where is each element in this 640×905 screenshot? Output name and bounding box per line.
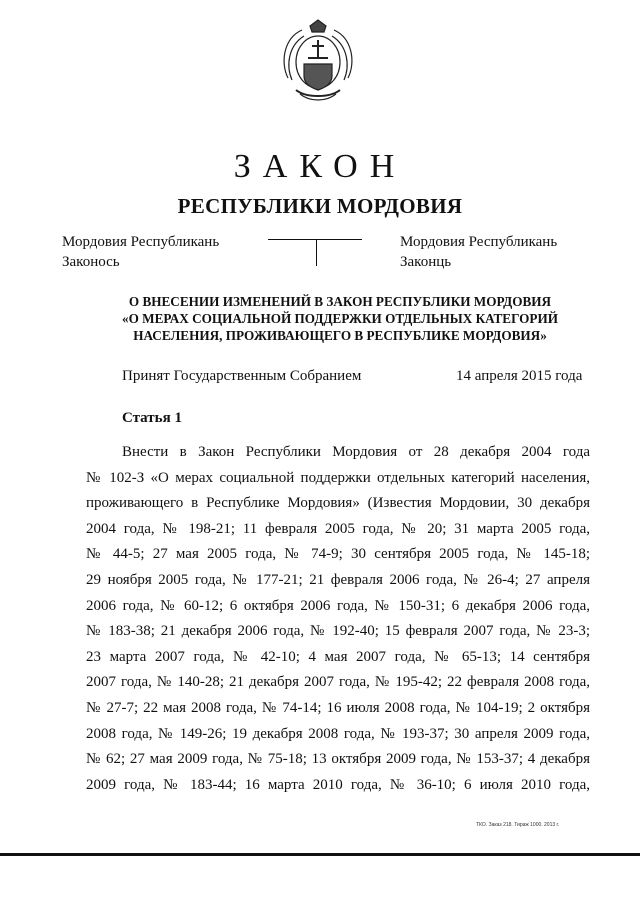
body-line: № 62; 27 мая 2009 года, № 75-18; 13 октября 2009 года, № 153-37; 4 декабря: [86, 751, 590, 768]
erzya-title-right-line-2: Законць: [400, 254, 452, 270]
header-separator-horizontal: [268, 239, 362, 240]
body-line: № 183-38; 21 декабря 2006 года, № 192-40; 15 февраля 2007 года, № 23-3;: [86, 623, 590, 640]
body-line: 2007 года, № 140-28; 21 декабря 2007 года, № 195-42; 22 февраля 2008 года,: [86, 674, 590, 691]
body-line: 2006 года, № 60-12; 6 октября 2006 года, № 150-31; 6 декабря 2006 года,: [86, 597, 590, 614]
body-line: 29 ноября 2005 года, № 177-21; 21 февраля 2006 года, № 26-4; 27 апреля: [86, 571, 590, 588]
law-heading-line: «О МЕРАХ СОЦИАЛЬНОЙ ПОДДЕРЖКИ ОТДЕЛЬНЫХ КАТЕГОРИЙ: [122, 311, 558, 326]
erzya-title-right: [400, 232, 557, 272]
body-line: 2008 года, № 149-26; 19 декабря 2008 года, № 193-37; 30 апреля 2009 года,: [86, 725, 590, 742]
body-line: № 27-7; 22 мая 2008 года, № 74-14; 16 июля 2008 года, № 104-19; 2 октября: [86, 699, 590, 716]
body-line: № 44-5; 27 мая 2005 года, № 74-9; 30 сентября 2005 года, № 145-18;: [86, 546, 590, 563]
article-heading: Статья 1: [122, 410, 182, 426]
adopted-by-text: Принят Государственным Собранием: [122, 368, 362, 384]
moksha-title-left: [62, 232, 219, 272]
body-line: № 102-З «О мерах социальной поддержки отдельных категорий населения,: [86, 469, 590, 486]
article-body: [86, 440, 590, 798]
body-line: 23 марта 2007 года, № 42-10; 4 мая 2007 года, № 65-13; 14 сентября: [86, 648, 590, 665]
document-title: ЗАКОН: [233, 148, 407, 185]
moksha-title-left-line-2: Законось: [62, 254, 120, 270]
print-imprint-note: ТКО. Заказ 218. Тираж 1000. 2013 г.: [476, 822, 560, 828]
header-separator-vertical: [316, 239, 317, 266]
coat-of-arms-emblem: [278, 18, 358, 102]
erzya-title-right-line-1: Мордовия Республикань: [400, 234, 558, 250]
document-subtitle: РЕСПУБЛИКИ МОРДОВИЯ: [177, 194, 463, 218]
body-line: 2004 года, № 198-21; 11 февраля 2005 года, № 20; 31 марта 2005 года,: [86, 520, 590, 537]
law-heading-line: НАСЕЛЕНИЯ, ПРОЖИВАЮЩЕГО В РЕСПУБЛИКЕ МОРДОВИЯ»: [133, 328, 547, 343]
body-line: Внести в Закон Республики Мордовия от 28 декабря 2004 года: [122, 444, 590, 460]
law-heading: [90, 293, 590, 344]
adopted-date: 14 апреля 2015 года: [456, 368, 583, 384]
body-line: проживающего в Республике Мордовия» (Известия Мордовии, 30 декабря: [86, 495, 590, 512]
body-line: 2009 года, № 183-44; 16 марта 2010 года, № 36-10; 6 июля 2010 года,: [86, 776, 590, 793]
footer-rule: [0, 853, 640, 856]
law-heading-line: О ВНЕСЕНИИ ИЗМЕНЕНИЙ В ЗАКОН РЕСПУБЛИКИ МОРДОВИЯ: [128, 294, 552, 309]
moksha-title-left-line-1: Мордовия Республикань: [62, 234, 220, 250]
